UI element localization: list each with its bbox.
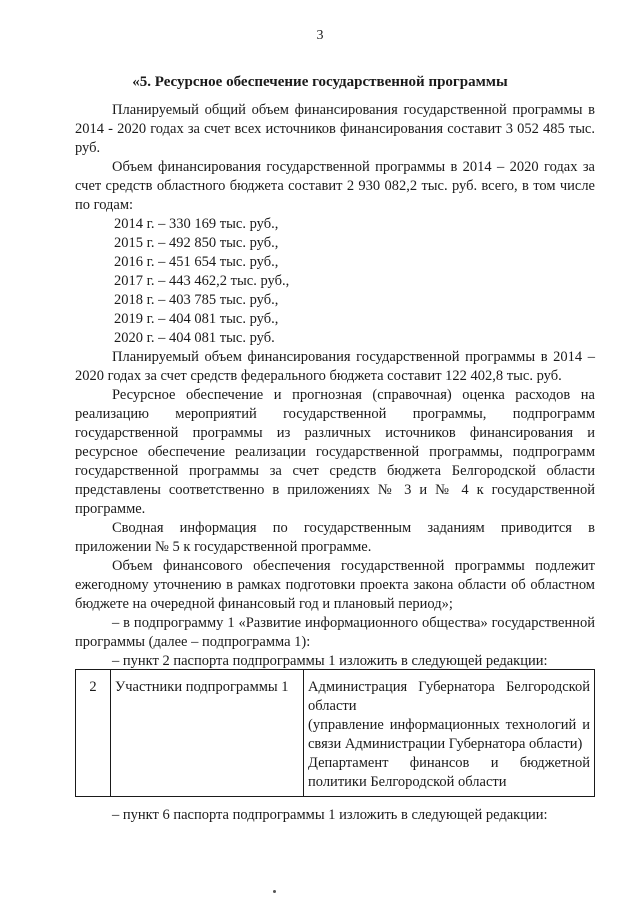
year-line: 2017 г. – 443 462,2 тыс. руб., — [114, 273, 290, 289]
paragraph-subprogram-1: – в подпрограмму 1 «Развитие информационного общества» государственной программы (далее – подпрограмма 1): — [75, 615, 595, 650]
year-line: 2019 г. – 404 081 тыс. руб., — [114, 311, 279, 327]
scan-dot — [273, 890, 276, 893]
year-line: 2015 г. – 492 850 тыс. руб., — [114, 235, 279, 251]
row-title: Участники подпрограммы 1 — [111, 670, 304, 797]
table-row — [76, 670, 595, 797]
row-content — [304, 670, 595, 797]
year-line: 2016 г. – 451 654 тыс. руб., — [114, 254, 279, 270]
paragraph-resource-estimate: Ресурсное обеспечение и прогнозная (справочная) оценка расходов на реализацию мероприятий государственной программы, подпрограмм государственной программы из различных источников финансирования и ресурсное обеспечение реализации государственной программы, подпрограмм государственной программы за счет средств бюджета Белгородской области представлены соответственно в приложениях № 3 и № 4 к государственной программе. — [75, 387, 595, 517]
participant-line: Администрация Губернатора Белгородской области — [308, 679, 590, 714]
paragraph-state-tasks: Сводная информация по государственным заданиям приводится в приложении № 5 к государственной программе. — [75, 520, 595, 555]
paragraph-total-funding: Планируемый общий объем финансирования государственной программы в 2014 - 2020 годах за счет всех источников финансирования составит 3 052 485 тыс. руб. — [75, 102, 595, 156]
participant-line: Департамент финансов и бюджетной политики Белгородской области — [308, 755, 590, 790]
year-line: 2018 г. – 403 785 тыс. руб., — [114, 292, 279, 308]
section-heading: «5. Ресурсное обеспечение государственной программы — [132, 74, 508, 90]
paragraph-passport-item-6: – пункт 6 паспорта подпрограммы 1 изложить в следующей редакции: — [112, 807, 548, 823]
participant-line: (управление информационных технологий и связи Администрации Губернатора области) — [308, 717, 590, 752]
paragraph-annual-adjustment: Объем финансового обеспечения государственной программы подлежит ежегодному уточнению в рамках подготовки проекта закона области об областном бюджете на очередной финансовый год и плановый период»; — [75, 558, 595, 612]
row-number: 2 — [76, 670, 111, 797]
page-number: 3 — [316, 28, 324, 43]
year-line: 2020 г. – 404 081 тыс. руб. — [114, 330, 275, 346]
document-body — [75, 101, 595, 671]
paragraph-passport-item-2: – пункт 2 паспорта подпрограммы 1 изложить в следующей редакции: — [112, 653, 548, 669]
paragraph-federal-funding: Планируемый объем финансирования государственной программы в 2014 – 2020 годах за счет средств федерального бюджета составит 122 402,8 тыс. руб. — [75, 349, 595, 384]
paragraph-regional-funding: Объем финансирования государственной программы в 2014 – 2020 годах за счет средств областного бюджета составит 2 930 082,2 тыс. руб. всего, в том числе по годам: — [75, 159, 595, 213]
year-line: 2014 г. – 330 169 тыс. руб., — [114, 216, 279, 232]
passport-table — [75, 669, 595, 797]
